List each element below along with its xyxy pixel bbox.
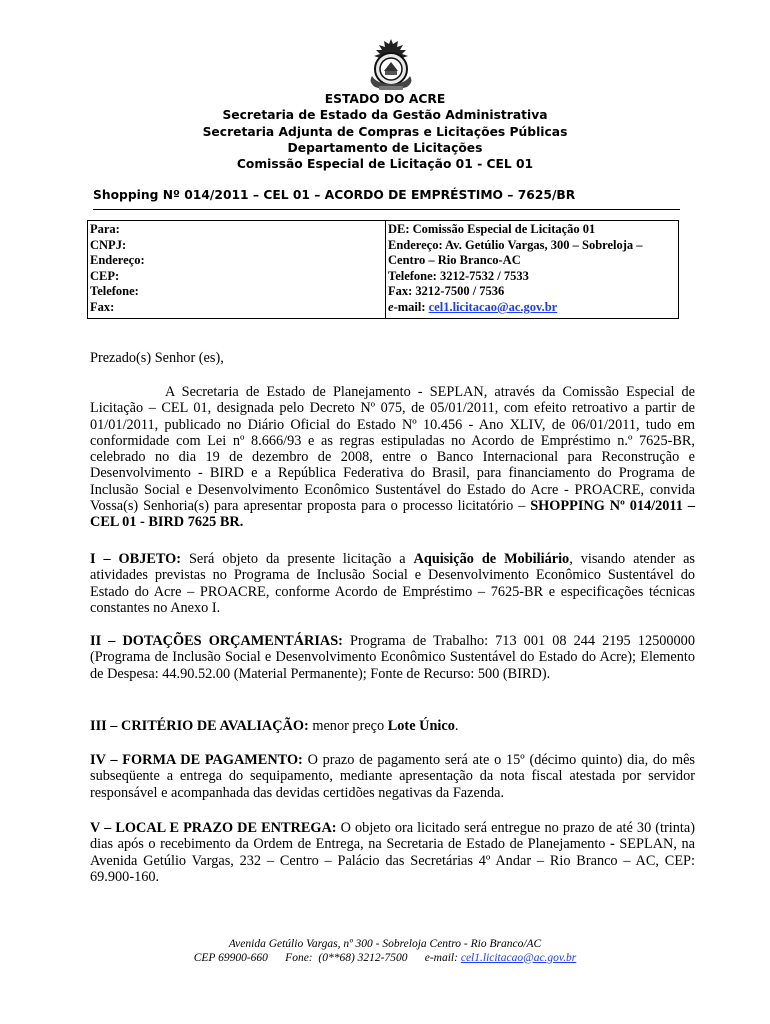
recipient-fax: Fax: <box>90 299 115 314</box>
document-header <box>0 91 770 172</box>
dotacoes-text: Programa de Trabalho: 713 001 08 244 2195 12500000 (Programa de Inclusão Social e Desenvolvimento Econômico Sustentável do Estado do Acre); Elemento de Despesa: 44.90.52.00 (Material Permanente); Fonte de Recurso: 500 (BIRD). <box>90 633 695 682</box>
criterio-bold: Lote Único <box>387 718 455 734</box>
footer-contact-line <box>0 952 770 966</box>
section-entrega <box>90 820 695 885</box>
objeto-bold: Aquisição de Mobiliário <box>413 551 570 567</box>
intro-text: A Secretaria de Estado de Planejamento - SEPLAN, através da Comissão Especial de Licitação – CEL 01, designada pelo Decreto Nº 075, de 05/01/2011, com efeito retroativo a partir de 01/01/2011, publicado no Diário Oficial do Estado Nº 10.456 - Ano XLIV, de 06/01/2011, tudo em conformidade com Lei nº 8.666/93 e as regras estipuladas no Acordo de Empréstimo n.º 7625-BR, celebrado no dia 19 de dezembro de 2008, entre o Banco Internacional para Reconstrução e Desenvolvimento - BIRD e a República Federativa do Brasil, para financiamento do Programa de Inclusão Social e Desenvolvimento Econômico Sustentável do Estado do Acre - PROACRE, convida Vossa(s) Senhoria(s) para apresentar proposta para o processo licitatório – <box>90 384 695 515</box>
address-table <box>87 220 679 319</box>
recipient-cnpj: CNPJ: <box>90 237 127 252</box>
entrega-label: V – LOCAL E PRAZO DE ENTREGA: <box>90 820 337 836</box>
recipient-para: Para: <box>90 222 120 236</box>
header-state: ESTADO DO ACRE <box>324 92 446 106</box>
intro-shopping-ref: SHOPPING Nº 014/2011 – CEL 01 - BIRD 7625 BR. <box>90 498 695 531</box>
recipient-telefone: Telefone: <box>90 284 139 299</box>
objeto-text-1: Será objeto da presente licitação a <box>181 551 414 567</box>
header-commission: Comissão Especial de Licitação 01 - CEL 01 <box>236 157 534 172</box>
sender-telefone: Telefone: 3212-7532 / 7533 <box>388 268 529 283</box>
header-secretariat: Secretaria de Estado da Gestão Administrativa <box>222 108 548 123</box>
sender-endereco: Endereço: Av. Getúlio Vargas, 300 – Sobreloja – <box>388 237 643 252</box>
sender-endereco-2: Centro – Rio Branco-AC <box>388 253 521 268</box>
header-adjunct-secretariat: Secretaria Adjunta de Compras e Licitações Públicas <box>202 124 568 139</box>
footer-email-label: e-mail: <box>424 951 458 964</box>
footer-fone: Fone: (0**68) 3212-7500 <box>285 951 408 964</box>
sender-fax: Fax: 3212-7500 / 7536 <box>388 284 505 299</box>
section-objeto <box>90 551 695 616</box>
shopping-title: Shopping Nº 014/2011 – CEL 01 – ACORDO DE EMPRÉSTIMO – 7625/BR <box>93 188 576 202</box>
pagamento-text: O prazo de pagamento será ate o 15º (décimo quinto) dia, do mês subseqüente a entrega do sequipamento, mediante apresentação da nota fiscal atestada por servidor responsável e acompanhada das devidas certidões negativas da Fazenda. <box>90 752 695 801</box>
greeting: Prezado(s) Senhor (es), <box>90 350 224 366</box>
footer-email-link[interactable]: cel1.licitacao@ac.gov.br <box>460 951 577 964</box>
pagamento-label: IV – FORMA DE PAGAMENTO: <box>90 752 303 768</box>
objeto-label: I – OBJETO: <box>90 551 182 567</box>
sender-email-label: -mail: <box>393 299 429 314</box>
sender-cell <box>386 221 679 319</box>
criterio-end: . <box>454 718 459 734</box>
recipient-cell <box>88 221 386 319</box>
footer-address: Avenida Getúlio Vargas, nº 300 - Sobreloja Centro - Rio Branco/AC <box>228 938 542 950</box>
entrega-text-1: O objeto ora licitado será entregue no prazo de até 30 (trinta) dias após o recebimento da Ordem de Entrega, na Secretaria de Estado de Planejamento <box>90 820 695 853</box>
section-pagamento <box>90 752 695 801</box>
state-seal-logo <box>365 38 417 92</box>
section-dotacoes <box>90 633 695 682</box>
sender-email-link[interactable]: cel1.licitacao@ac.gov.br <box>428 299 558 314</box>
section-criterio <box>90 718 695 734</box>
recipient-cep: CEP: <box>90 268 120 283</box>
sender-email-line <box>388 300 676 316</box>
footer-cep: CEP 69900-660 <box>193 951 268 964</box>
header-department: Departamento de Licitações <box>287 140 483 155</box>
entrega-dash: - <box>610 836 615 853</box>
sender-de: DE: Comissão Especial de Licitação 01 <box>388 222 596 236</box>
criterio-label: III – CRITÉRIO DE AVALIAÇÃO: <box>90 718 309 734</box>
recipient-endereco: Endereço: <box>90 253 145 268</box>
objeto-text-2: , visando atender as atividades previstas no Programa de Inclusão Social e Desenvolvimento Econômico Sustentável do Estado do Acre – PROACRE, conforme Acordo de Empréstimo – 7625-BR e especificações técnicas constantes no Anexo I. <box>90 551 695 616</box>
sender-email-prefix: e <box>388 299 394 314</box>
criterio-text: menor preço <box>308 718 388 734</box>
intro-paragraph <box>90 384 695 531</box>
dotacoes-label: II – DOTAÇÕES ORÇAMENTÁRIAS: <box>90 633 343 649</box>
page-footer <box>0 938 770 965</box>
entrega-text-2: SEPLAN, na Avenida Getúlio Vargas, 232 – Centro – Palácio das Secretárias 4º Andar – Rio Branco – AC, CEP: 69.900-160. <box>90 836 695 885</box>
title-divider <box>93 209 680 210</box>
